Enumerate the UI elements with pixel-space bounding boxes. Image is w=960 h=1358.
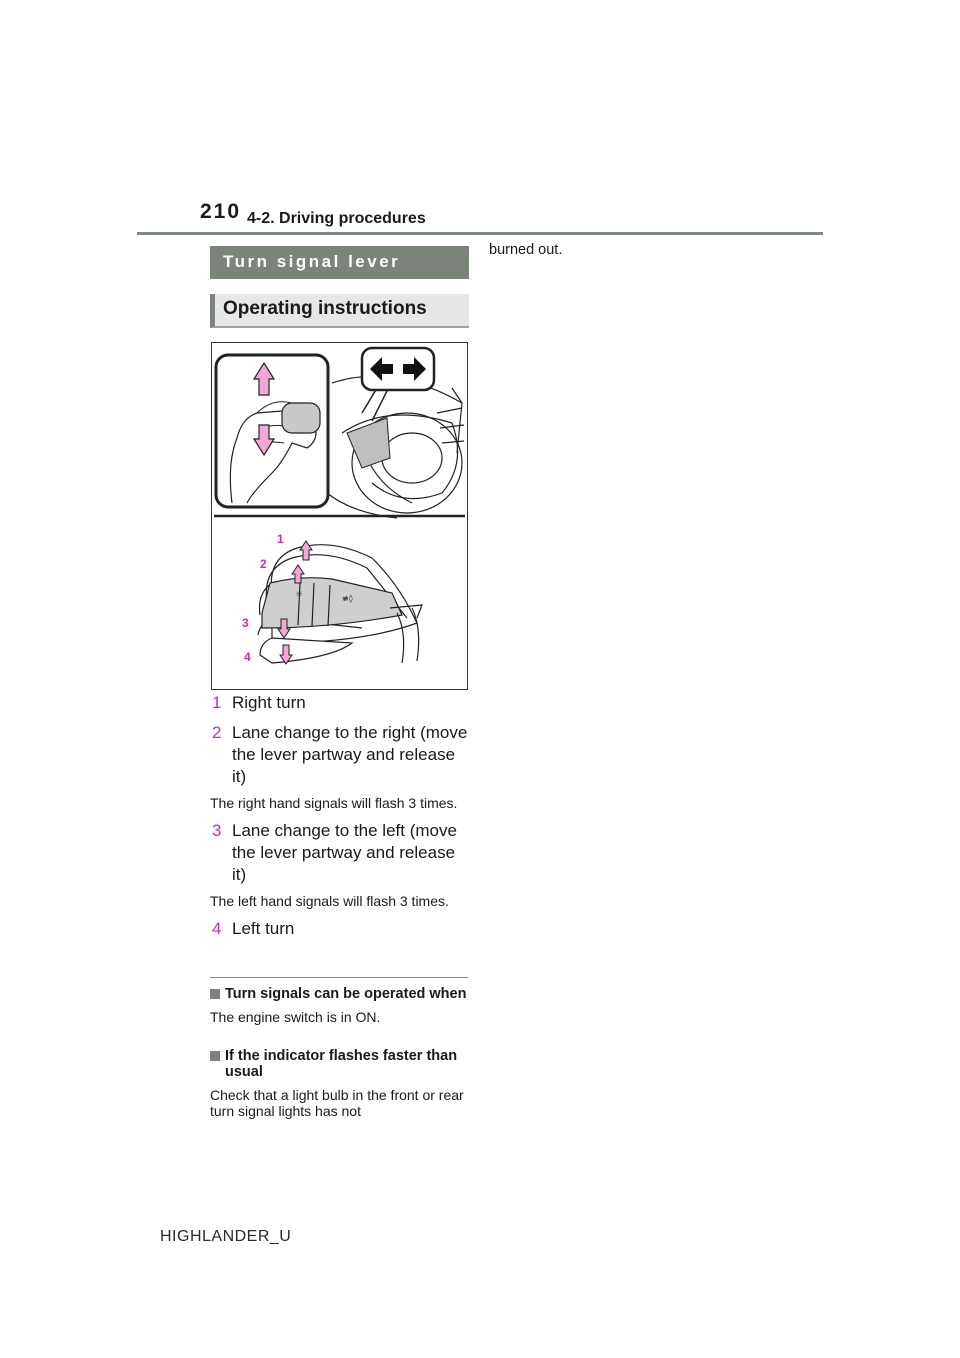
list-item bbox=[210, 820, 480, 886]
turn-signal-illustration bbox=[211, 342, 468, 690]
list-item bbox=[210, 692, 480, 714]
footer-model: HIGHLANDER_U bbox=[160, 1228, 292, 1245]
info-text: Check that a light bulb in the front or rear turn signal lights has not bbox=[210, 1087, 464, 1119]
figure-callout-2: 2 bbox=[260, 557, 267, 571]
subsection-title: Operating instructions bbox=[210, 294, 469, 328]
steps-list bbox=[210, 692, 480, 940]
step-text: Lane change to the right (move the lever partway and release it) bbox=[232, 723, 468, 786]
figure-callout-1: 1 bbox=[277, 532, 284, 546]
lever-highlight bbox=[347, 418, 390, 468]
left-right-arrows-icon bbox=[362, 348, 434, 390]
figure-callout-4: 4 bbox=[244, 650, 251, 664]
step-number: 2 bbox=[212, 723, 222, 742]
info-text: The engine switch is in ON. bbox=[210, 1009, 381, 1025]
steering-wheel-drawing bbox=[327, 376, 464, 518]
info-heading bbox=[210, 986, 472, 1002]
section-title: Turn signal lever bbox=[210, 246, 469, 279]
list-item bbox=[210, 918, 480, 940]
step-number: 4 bbox=[212, 919, 222, 938]
illustration-svg bbox=[212, 343, 467, 689]
divider bbox=[210, 977, 468, 978]
page-number: 210 bbox=[200, 200, 242, 223]
section-header: 4-2. Driving procedures bbox=[247, 210, 426, 227]
square-bullet-icon bbox=[210, 989, 220, 999]
square-bullet-icon bbox=[210, 1051, 220, 1061]
info-block bbox=[210, 1048, 472, 1119]
hand-inset bbox=[216, 355, 328, 507]
light-symbol-icon: ☼ bbox=[295, 590, 304, 600]
step-text: Left turn bbox=[232, 919, 295, 938]
step-number: 3 bbox=[212, 821, 222, 840]
info-heading bbox=[210, 1048, 472, 1080]
list-item bbox=[210, 722, 480, 788]
right-column-text: burned out. bbox=[489, 242, 563, 258]
info-block bbox=[210, 986, 472, 1025]
step-text: Lane change to the left (move the lever partway and release it) bbox=[232, 821, 457, 884]
step-text: Right turn bbox=[232, 693, 306, 712]
info-heading-text: Turn signals can be operated when bbox=[225, 986, 467, 1002]
step-note: The left hand signals will flash 3 times. bbox=[210, 893, 449, 909]
figure-callout-3: 3 bbox=[242, 616, 249, 630]
step-note: The right hand signals will flash 3 times. bbox=[210, 795, 458, 811]
info-heading-text: If the indicator flashes faster than usual bbox=[225, 1048, 458, 1080]
header-rule bbox=[137, 232, 823, 235]
fog-symbol-icon: ≢◊ bbox=[342, 594, 353, 603]
step-number: 1 bbox=[212, 693, 222, 712]
